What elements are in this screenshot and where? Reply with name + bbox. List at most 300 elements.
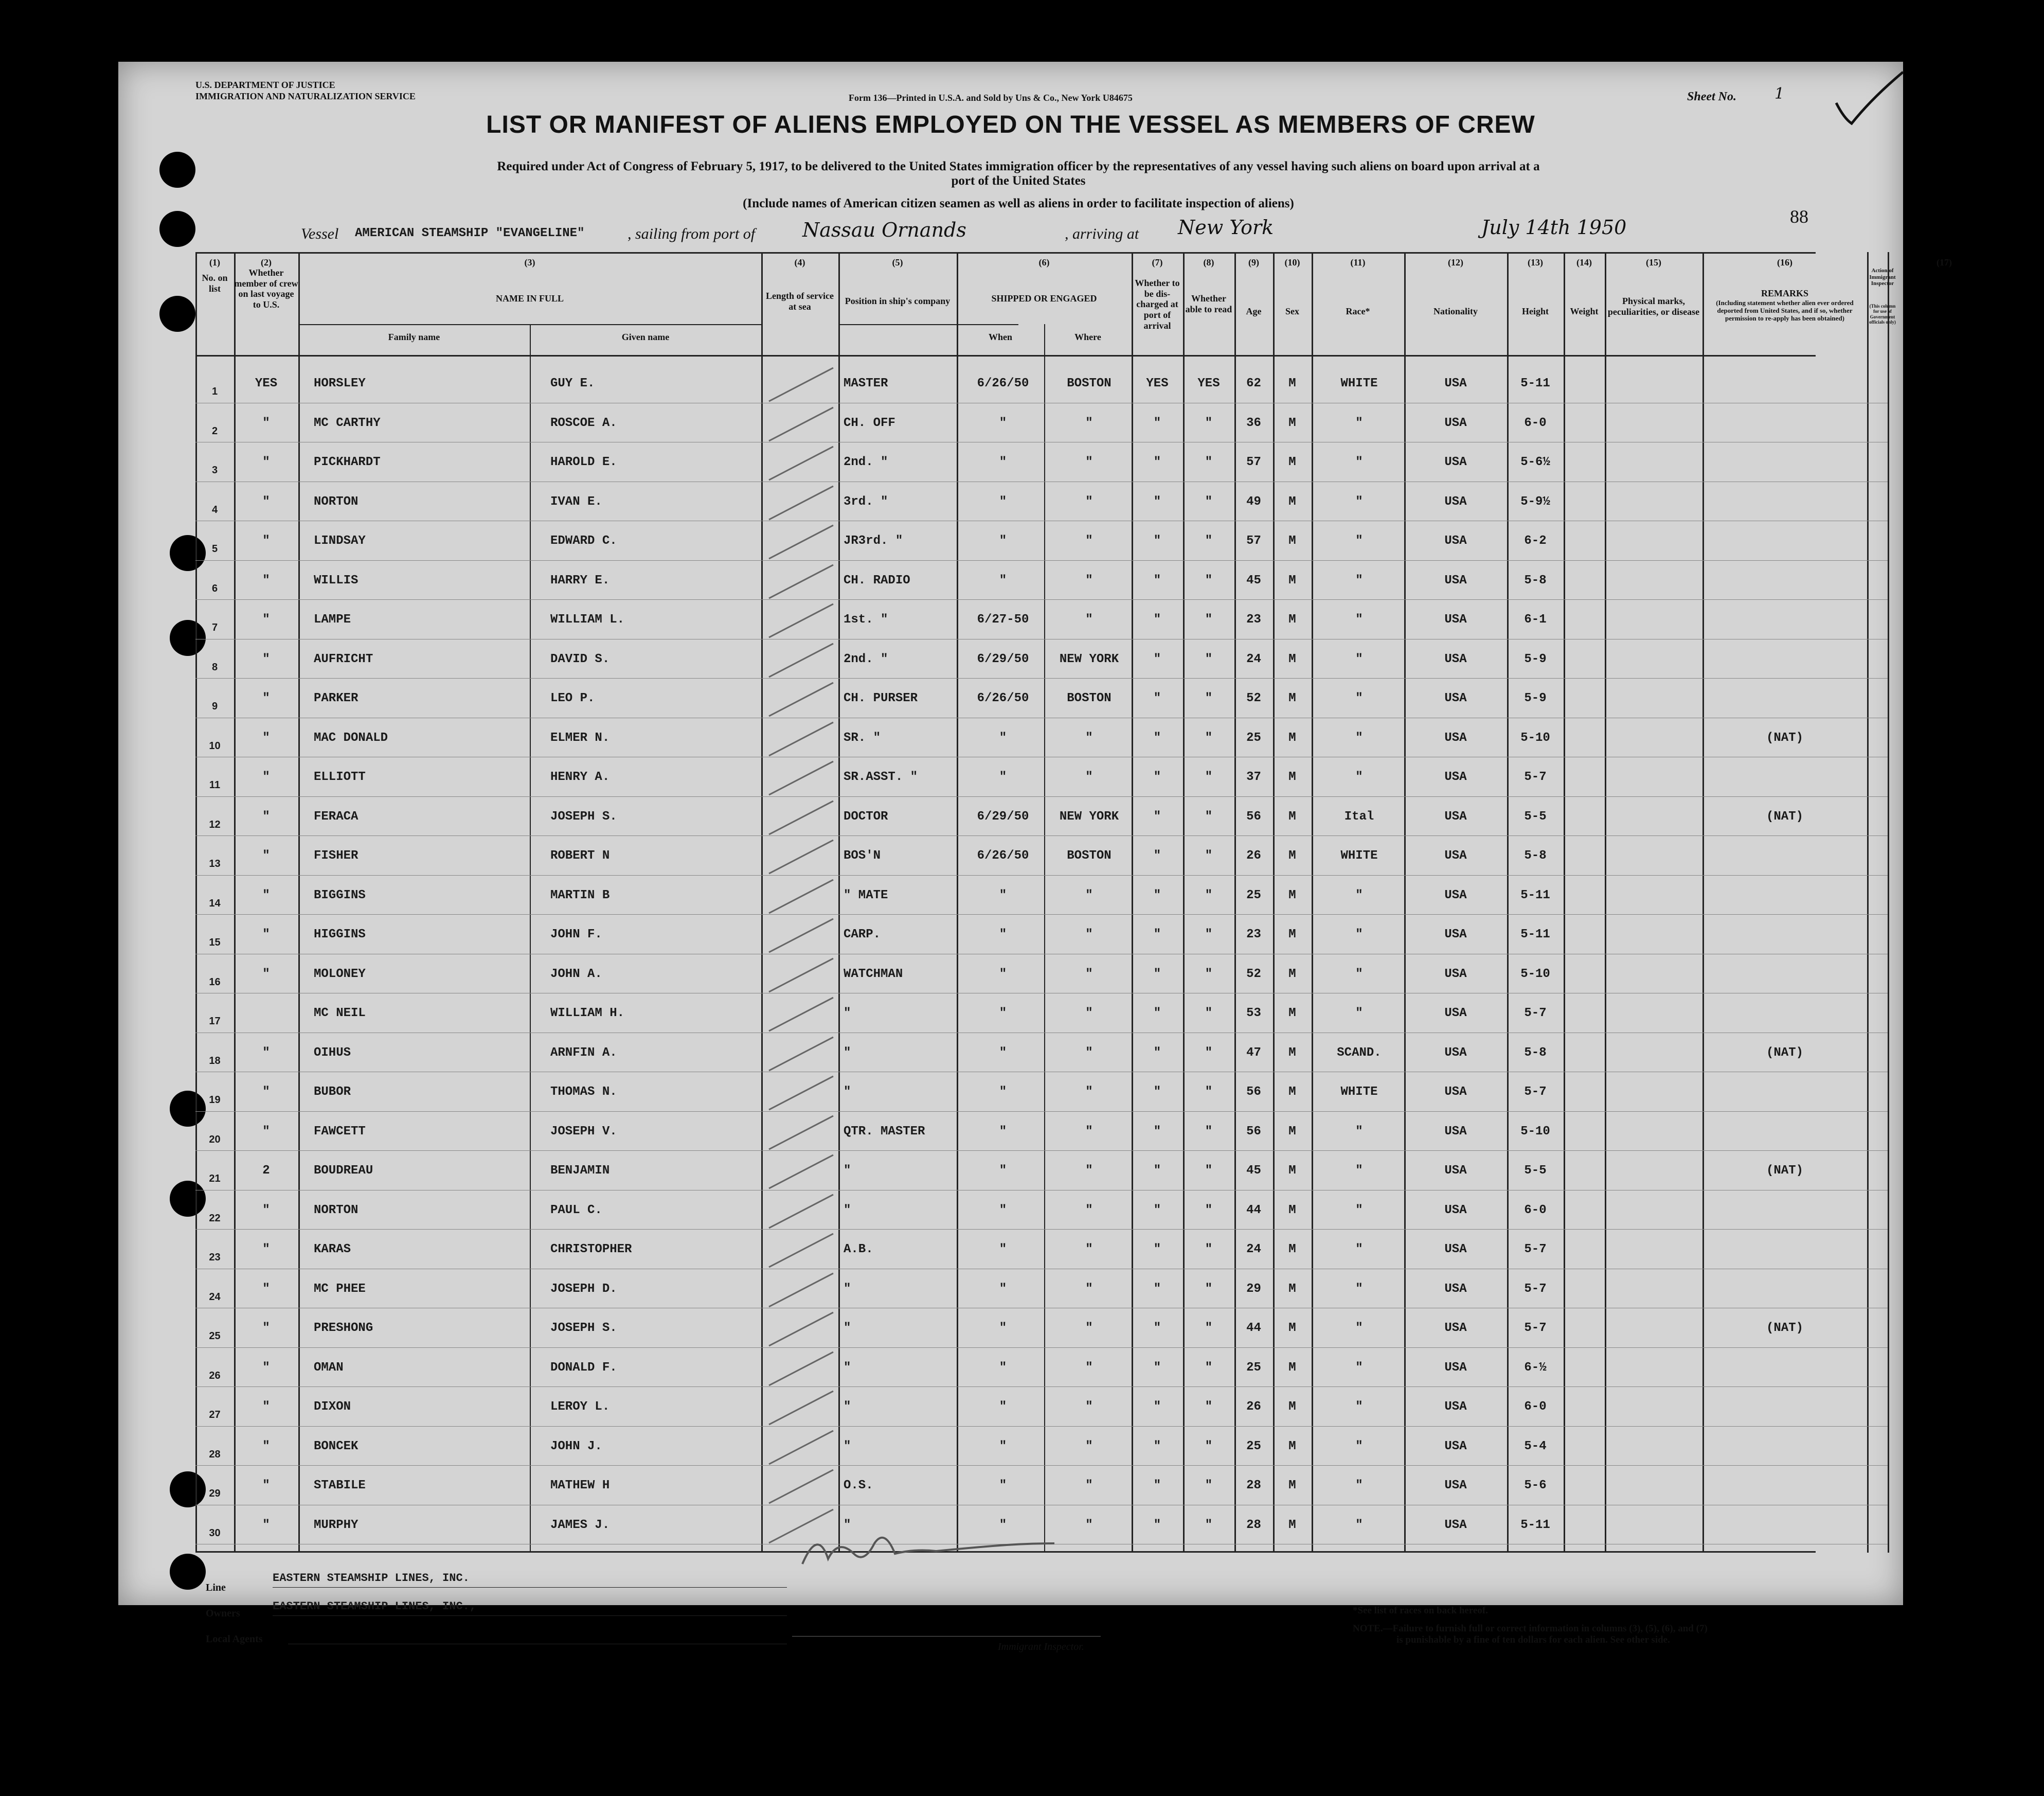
cell-given: THOMAS N.	[550, 1085, 617, 1099]
cell-position: 2nd. "	[844, 455, 888, 469]
length-tick-mark-icon	[761, 560, 838, 601]
cell-family: MAC DONALD	[314, 731, 388, 745]
cell-when: "	[999, 1085, 1007, 1099]
cell-member: 2	[262, 1164, 270, 1178]
cell-where: "	[1085, 1479, 1093, 1492]
cell-nat: USA	[1444, 534, 1467, 548]
cell-no: 6	[211, 582, 218, 594]
cell-given: JOSEPH V.	[550, 1124, 617, 1139]
cell-read: "	[1205, 1282, 1213, 1296]
column-number: (17)	[1937, 257, 1952, 268]
cell-no: 2	[211, 425, 218, 437]
cell-member: "	[262, 1242, 270, 1256]
cell-when: "	[999, 494, 1007, 509]
cell-nat: USA	[1444, 416, 1467, 430]
column-number: (16)	[1777, 257, 1792, 268]
cell-no: 5	[211, 543, 218, 555]
cell-where: NEW YORK	[1059, 652, 1119, 666]
cell-sex: M	[1288, 809, 1296, 824]
cell-nat: USA	[1444, 849, 1467, 863]
cell-race: "	[1355, 534, 1363, 548]
length-tick-mark-icon	[761, 756, 838, 797]
cell-disch: "	[1153, 770, 1161, 784]
cell-position: "	[844, 1360, 851, 1375]
cell-position: 1st. "	[844, 613, 888, 627]
column-number: (6)	[1038, 257, 1050, 268]
length-tick-mark-icon	[761, 835, 838, 876]
column-divider	[1234, 252, 1236, 1553]
cell-when: 6/27-50	[977, 613, 1029, 627]
cell-member: "	[262, 1400, 270, 1414]
cell-age: 26	[1246, 849, 1261, 863]
cell-given: HENRY A.	[550, 770, 610, 784]
vessel-name: AMERICAN STEAMSHIP "EVANGELINE"	[355, 226, 585, 240]
local-agents-label: Local Agents	[206, 1633, 263, 1645]
length-tick-mark-icon	[761, 953, 838, 994]
cell-member: "	[262, 1439, 270, 1453]
length-tick-mark-icon	[761, 678, 838, 719]
cell-where: "	[1085, 1124, 1093, 1139]
column-divider	[1132, 252, 1133, 1553]
cell-height: 5-6	[1524, 1479, 1547, 1492]
cell-family: PARKER	[314, 691, 358, 705]
cell-nat: USA	[1444, 888, 1467, 902]
cell-where: "	[1085, 928, 1093, 941]
column-number: (14)	[1576, 257, 1592, 268]
cell-disch: "	[1153, 1242, 1161, 1256]
cell-disch: "	[1153, 652, 1161, 666]
department-line: U.S. DEPARTMENT OF JUSTICE	[195, 80, 335, 90]
cell-where: "	[1085, 573, 1093, 588]
inspector-signature-icon	[797, 1518, 1065, 1579]
cell-where: "	[1085, 1164, 1093, 1178]
cell-family: OIHUS	[314, 1045, 351, 1060]
column-number: (15)	[1646, 257, 1661, 268]
cell-member: "	[262, 691, 270, 705]
column-number: (4)	[794, 257, 805, 268]
header-remarks-note: (Including statement whether alien ever ordered deported from United States, and if so, whether permission to re-apply has been obtained)	[1716, 299, 1854, 322]
cell-when: 6/26/50	[977, 377, 1029, 390]
cell-given: LEROY L.	[550, 1400, 610, 1414]
cell-height: 6-1	[1524, 613, 1547, 627]
cell-no: 23	[209, 1252, 221, 1263]
page-title: LIST OR MANIFEST OF ALIENS EMPLOYED ON THE VESSEL AS MEMBERS OF CREW	[486, 111, 1535, 138]
cell-remarks: (NAT)	[1766, 1164, 1803, 1178]
cell-where: "	[1085, 1439, 1093, 1453]
cell-read: "	[1205, 1321, 1213, 1335]
cell-age: 25	[1246, 731, 1261, 745]
cell-when: "	[999, 1518, 1007, 1532]
cell-read: "	[1205, 888, 1213, 902]
cell-race: "	[1355, 770, 1363, 784]
cell-disch: "	[1153, 1321, 1161, 1335]
cell-no: 14	[209, 897, 221, 909]
cell-member: "	[262, 455, 270, 469]
cell-read: "	[1205, 1006, 1213, 1020]
cell-read: "	[1205, 1242, 1213, 1256]
cell-disch: "	[1153, 455, 1161, 469]
cell-age: 45	[1246, 1164, 1261, 1178]
cell-where: "	[1085, 494, 1093, 509]
cell-disch: "	[1153, 849, 1161, 863]
column-divider	[298, 252, 300, 1553]
sailing-port: Nassau Ornands	[802, 219, 966, 241]
header-bottom-border	[195, 355, 1816, 357]
column-number: (5)	[892, 257, 903, 268]
cell-position: CH. PURSER	[844, 691, 918, 705]
cell-given: ROSCOE A.	[550, 416, 617, 430]
cell-when: 6/26/50	[977, 849, 1029, 863]
cell-no: 16	[209, 976, 221, 988]
header-name-in-full: NAME IN FULL	[495, 293, 564, 304]
length-tick-mark-icon	[761, 1189, 838, 1231]
cell-position: "	[844, 1321, 851, 1335]
cell-member: "	[262, 416, 270, 430]
inspector-rule	[792, 1636, 1101, 1637]
cell-disch: "	[1153, 1203, 1161, 1217]
cell-no: 30	[209, 1527, 221, 1539]
cell-position: "	[844, 1282, 851, 1296]
cell-family: MC CARTHY	[314, 416, 381, 430]
column-number: (1)	[209, 257, 220, 268]
cell-age: 45	[1246, 573, 1261, 588]
cell-position: "	[844, 1203, 851, 1217]
cell-nat: USA	[1444, 1203, 1467, 1217]
cell-disch: "	[1153, 534, 1161, 548]
row-rule	[195, 914, 1888, 915]
length-tick-mark-icon	[761, 914, 838, 955]
cell-race: "	[1355, 1203, 1363, 1217]
cell-age: 57	[1246, 534, 1261, 548]
cell-when: "	[999, 1006, 1007, 1020]
cell-family: WILLIS	[314, 573, 358, 588]
cell-where: BOSTON	[1067, 849, 1111, 863]
cell-read: "	[1205, 809, 1213, 824]
cell-given: JOHN A.	[550, 967, 602, 981]
cell-age: 44	[1246, 1321, 1261, 1335]
cell-age: 23	[1246, 928, 1261, 941]
cell-race: "	[1355, 1282, 1363, 1296]
row-rule	[195, 1347, 1888, 1348]
header-height: Height	[1522, 306, 1549, 316]
cell-no: 29	[209, 1488, 221, 1499]
column-number: (10)	[1284, 257, 1300, 268]
cell-race: WHITE	[1340, 377, 1378, 390]
cell-position: A.B.	[844, 1242, 873, 1256]
cell-read: "	[1205, 1085, 1213, 1099]
cell-where: "	[1085, 770, 1093, 784]
length-tick-mark-icon	[761, 875, 838, 916]
cell-where: "	[1085, 1282, 1093, 1296]
cell-family: BIGGINS	[314, 888, 366, 902]
cell-sex: M	[1288, 1282, 1296, 1296]
cell-member: "	[262, 809, 270, 824]
cell-age: 52	[1246, 691, 1261, 705]
cell-disch: "	[1153, 967, 1161, 981]
header-nationality: Nationality	[1433, 306, 1478, 316]
cell-sex: M	[1288, 416, 1296, 430]
cell-when: "	[999, 770, 1007, 784]
cell-nat: USA	[1444, 1360, 1467, 1375]
length-tick-mark-icon	[761, 1386, 838, 1427]
cell-given: DAVID S.	[550, 652, 610, 666]
cell-position: " MATE	[844, 888, 888, 902]
cell-position: "	[844, 1400, 851, 1414]
cell-disch: "	[1153, 1439, 1161, 1453]
cell-height: 5-9½	[1520, 494, 1550, 509]
column-divider	[1312, 252, 1313, 1553]
cell-read: "	[1205, 573, 1213, 588]
cell-family: MURPHY	[314, 1518, 358, 1532]
cell-height: 5-8	[1524, 849, 1547, 863]
cell-given: JOHN J.	[550, 1439, 602, 1453]
cell-member: "	[262, 652, 270, 666]
cell-member: "	[262, 770, 270, 784]
line-value: EASTERN STEAMSHIP LINES, INC.	[273, 1572, 470, 1585]
cell-disch: "	[1153, 573, 1161, 588]
cell-sex: M	[1288, 770, 1296, 784]
column-number: (12)	[1448, 257, 1463, 268]
cell-no: 28	[209, 1448, 221, 1460]
cell-no: 21	[209, 1173, 221, 1184]
cell-where: "	[1085, 534, 1093, 548]
row-rule	[195, 1386, 1888, 1387]
cell-position: JR3rd. "	[844, 534, 903, 548]
cell-race: "	[1355, 494, 1363, 509]
cell-sex: M	[1288, 494, 1296, 509]
cell-disch: "	[1153, 1518, 1161, 1532]
cell-age: 29	[1246, 1282, 1261, 1296]
column-number: (11)	[1350, 257, 1366, 268]
cell-age: 52	[1246, 967, 1261, 981]
cell-read: "	[1205, 1439, 1213, 1453]
cell-no: 1	[211, 386, 218, 397]
length-tick-mark-icon	[761, 1307, 838, 1348]
cell-race: SCAND.	[1337, 1045, 1382, 1060]
cell-no: 22	[209, 1212, 221, 1224]
form-number: Form 136—Printed in U.S.A. and Sold by Uns & Co., New York U84675	[849, 93, 1133, 103]
cell-sex: M	[1288, 377, 1296, 390]
cell-disch: "	[1153, 928, 1161, 941]
cell-family: FISHER	[314, 849, 358, 863]
cell-member: "	[262, 1085, 270, 1099]
header-length-of-service: Length of service at sea	[766, 291, 834, 312]
cell-sex: M	[1288, 1124, 1296, 1139]
cell-read: "	[1205, 1360, 1213, 1375]
cell-family: HIGGINS	[314, 928, 366, 941]
cell-read: "	[1205, 770, 1213, 784]
cell-disch: "	[1153, 613, 1161, 627]
cell-no: 10	[209, 740, 221, 752]
row-rule	[195, 1465, 1888, 1466]
header-where: Where	[1074, 332, 1101, 342]
line-label: Line	[206, 1582, 226, 1593]
cell-where: "	[1085, 1242, 1093, 1256]
cell-race: "	[1355, 888, 1363, 902]
header-member-last-voyage: Whether member of crew on last voyage to U.S.	[234, 268, 298, 310]
cell-given: WILLIAM H.	[550, 1006, 625, 1020]
cell-disch: "	[1153, 888, 1161, 902]
cell-height: 5-5	[1524, 1164, 1547, 1178]
cell-position: CH. RADIO	[844, 573, 910, 588]
cell-position: 3rd. "	[844, 494, 888, 509]
length-tick-mark-icon	[761, 1150, 838, 1191]
cell-read: "	[1205, 455, 1213, 469]
cell-sex: M	[1288, 613, 1296, 627]
cell-position: QTR. MASTER	[844, 1124, 925, 1139]
cell-age: 25	[1246, 1360, 1261, 1375]
cell-height: 5-11	[1520, 888, 1550, 902]
cell-sex: M	[1288, 1479, 1296, 1492]
cell-when: "	[999, 888, 1007, 902]
binder-hole	[159, 152, 195, 188]
cell-disch: "	[1153, 691, 1161, 705]
length-tick-mark-icon	[761, 1426, 838, 1467]
cell-member: "	[262, 928, 270, 941]
length-tick-mark-icon	[761, 599, 838, 640]
cell-when: "	[999, 1439, 1007, 1453]
cell-family: FAWCETT	[314, 1124, 366, 1139]
cell-sex: M	[1288, 534, 1296, 548]
cell-family: BUBOR	[314, 1085, 351, 1099]
cell-member: "	[262, 1321, 270, 1335]
cell-age: 28	[1246, 1479, 1261, 1492]
cell-given: CHRISTOPHER	[550, 1242, 632, 1256]
header-when: When	[988, 332, 1012, 342]
column-divider	[1605, 252, 1606, 1553]
cell-age: 28	[1246, 1518, 1261, 1532]
cell-nat: USA	[1444, 613, 1467, 627]
cell-family: STABILE	[314, 1479, 366, 1492]
header-action-inspector: Action of Immigrant Inspector	[1869, 268, 1896, 287]
cell-given: MARTIN B	[550, 888, 610, 902]
cell-height: 5-4	[1524, 1439, 1547, 1453]
cell-age: 56	[1246, 1124, 1261, 1139]
cell-sex: M	[1288, 1400, 1296, 1414]
manifest-sheet	[118, 62, 1952, 1652]
header-race: Race*	[1346, 306, 1370, 316]
cell-sex: M	[1288, 652, 1296, 666]
cell-read: "	[1205, 1400, 1213, 1414]
cell-disch: "	[1153, 1400, 1161, 1414]
cell-height: 5-6½	[1520, 455, 1550, 469]
cell-read: "	[1205, 1518, 1213, 1532]
column-divider	[530, 324, 531, 1553]
cell-member: "	[262, 888, 270, 902]
cell-nat: USA	[1444, 1282, 1467, 1296]
cell-age: 25	[1246, 888, 1261, 902]
header-discharged: Whether to be dis-charged at port of arrival	[1135, 278, 1180, 331]
cell-position: "	[844, 1006, 851, 1020]
cell-family: HORSLEY	[314, 377, 366, 390]
row-rule	[195, 1150, 1888, 1151]
header-weight: Weight	[1570, 306, 1599, 316]
table-top-border	[195, 252, 1816, 254]
cell-where: "	[1085, 888, 1093, 902]
cell-read: "	[1205, 494, 1213, 509]
cell-age: 26	[1246, 1400, 1261, 1414]
cell-position: "	[844, 1045, 851, 1060]
header-age: Age	[1246, 306, 1262, 316]
cell-when: "	[999, 928, 1007, 941]
column-divider	[1702, 252, 1704, 1553]
cell-read: "	[1205, 691, 1213, 705]
length-tick-mark-icon	[761, 1032, 838, 1073]
cell-where: BOSTON	[1067, 377, 1111, 390]
cell-given: JOHN F.	[550, 928, 602, 941]
cell-no: 19	[209, 1094, 221, 1106]
cell-member: "	[262, 1045, 270, 1060]
header-shipped-or-engaged: SHIPPED OR ENGAGED	[991, 293, 1097, 304]
cell-race: "	[1355, 691, 1363, 705]
cell-remarks: (NAT)	[1766, 1321, 1803, 1335]
row-rule	[195, 875, 1888, 876]
cell-no: 26	[209, 1370, 221, 1381]
cell-race: "	[1355, 967, 1363, 981]
cell-age: 62	[1246, 377, 1261, 390]
cell-nat: USA	[1444, 1242, 1467, 1256]
cell-height: 5-11	[1520, 928, 1550, 941]
cell-when: 6/29/50	[977, 809, 1029, 824]
cell-remarks: (NAT)	[1766, 809, 1803, 824]
cell-member: "	[262, 613, 270, 627]
cell-sex: M	[1288, 455, 1296, 469]
cell-nat: USA	[1444, 1400, 1467, 1414]
cell-height: 5-9	[1524, 652, 1547, 666]
cell-family: ELLIOTT	[314, 770, 366, 784]
cell-no: 17	[209, 1016, 221, 1027]
cell-no: 3	[211, 465, 218, 476]
cell-height: 5-5	[1524, 809, 1547, 824]
cell-race: "	[1355, 1321, 1363, 1335]
header-physical-marks: Physical marks, peculiarities, or disease	[1607, 296, 1700, 317]
cell-family: MC NEIL	[314, 1006, 366, 1020]
cell-family: LAMPE	[314, 613, 351, 627]
cell-height: 6-0	[1524, 416, 1547, 430]
cell-no: 12	[209, 819, 221, 830]
cell-sex: M	[1288, 1045, 1296, 1060]
cell-sex: M	[1288, 888, 1296, 902]
binder-hole	[159, 296, 195, 332]
cell-nat: USA	[1444, 1439, 1467, 1453]
cell-read: "	[1205, 613, 1213, 627]
cell-height: 5-7	[1524, 1006, 1547, 1020]
row-rule	[195, 678, 1888, 679]
length-tick-mark-icon	[761, 992, 838, 1034]
sailing-label: , sailing from port of	[627, 225, 756, 242]
cell-position: "	[844, 1518, 851, 1532]
header-able-to-read: Whether able to read	[1185, 293, 1232, 314]
cell-position: BOS'N	[844, 849, 881, 863]
cell-nat: USA	[1444, 1124, 1467, 1139]
cell-where: NEW YORK	[1059, 809, 1119, 824]
cell-sex: M	[1288, 1518, 1296, 1532]
header-sex: Sex	[1285, 306, 1299, 316]
cell-nat: USA	[1444, 1085, 1467, 1099]
cell-nat: USA	[1444, 455, 1467, 469]
column-number: (9)	[1248, 257, 1259, 268]
cell-remarks: (NAT)	[1766, 731, 1803, 745]
cell-disch: "	[1153, 731, 1161, 745]
shipped-subheader-border	[838, 324, 1018, 325]
cell-read: "	[1205, 1124, 1213, 1139]
fine-note: NOTE.—Failure to furnish full or correct information in columns (3), (5), (6), and (7) is punishable by a fine of ten dollars for each alien. See other side.	[1353, 1623, 1708, 1645]
length-tick-mark-icon	[761, 1347, 838, 1388]
length-tick-mark-icon	[761, 796, 838, 837]
cell-nat: USA	[1444, 967, 1467, 981]
cell-height: 5-11	[1520, 1518, 1550, 1532]
cell-member: "	[262, 731, 270, 745]
